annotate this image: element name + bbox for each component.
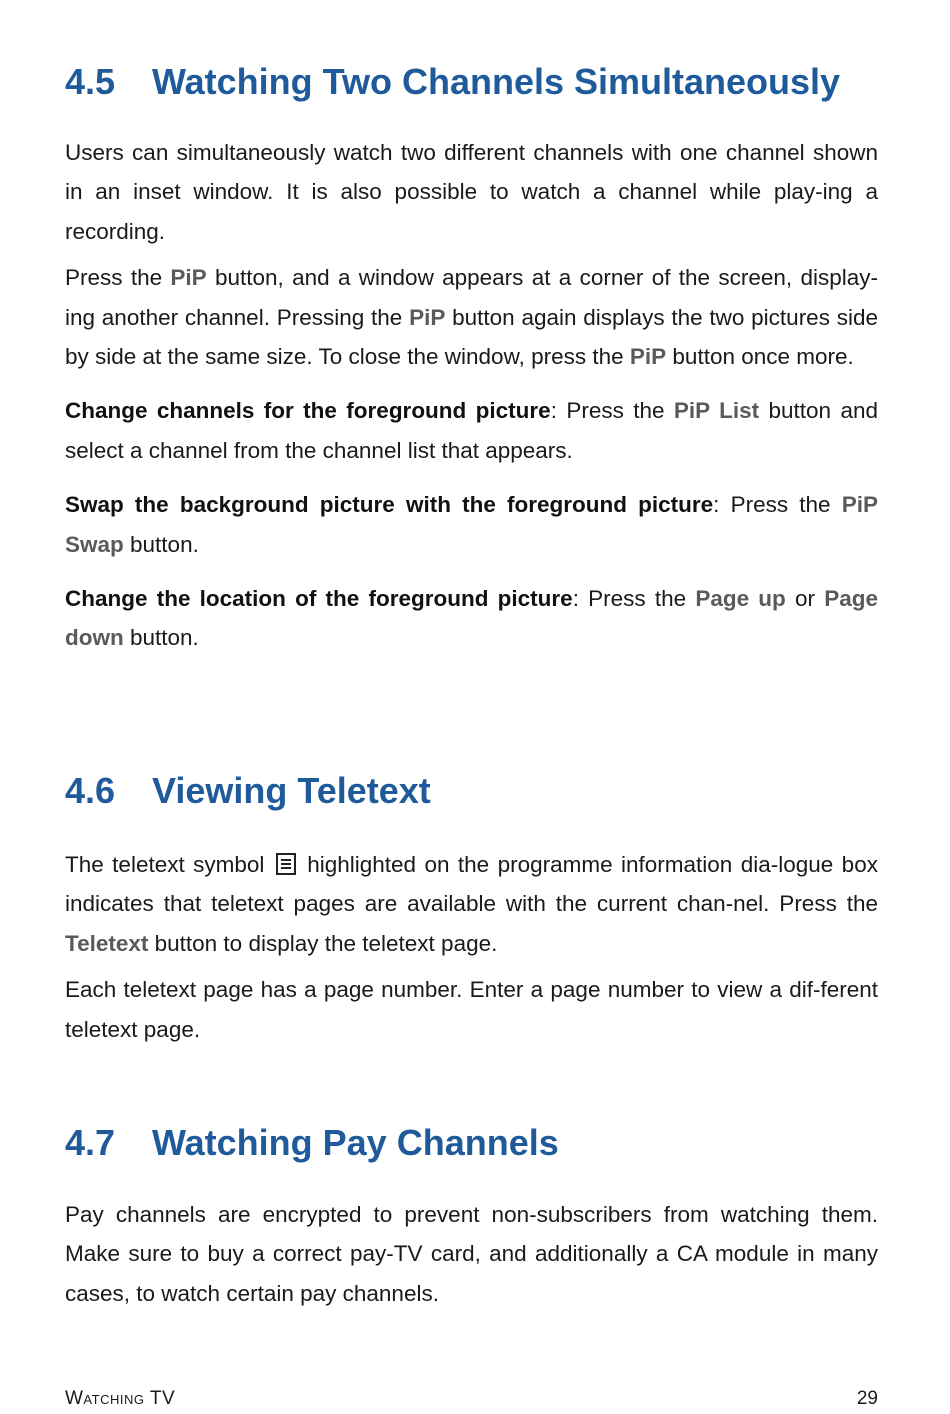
- section-heading: [65, 769, 878, 813]
- key-label-teletext: Teletext: [65, 930, 149, 956]
- page-footer: [65, 1388, 878, 1414]
- teletext-icon: [276, 853, 296, 875]
- section-heading: [65, 1121, 878, 1165]
- section-number: 4.7: [65, 1122, 116, 1163]
- key-label-pip: PiP: [409, 304, 446, 330]
- page-number: 29: [856, 1388, 878, 1409]
- text-run: button.: [123, 625, 199, 651]
- section-4-7: [65, 1121, 878, 1313]
- paragraph: Each teletext page has a page number. Enter a page number to view a dif-ferent teletext page.: [65, 977, 878, 1042]
- text-run: button again displays the two pictures side by side at the same size. To close the window, press the: [65, 304, 878, 370]
- footer-chapter-title: Watching TV: [65, 1388, 176, 1409]
- text-run: The teletext symbol: [65, 852, 265, 877]
- section-title: Viewing Teletext: [152, 770, 431, 811]
- text-run: button once more.: [666, 344, 854, 370]
- text-run: : Press the: [572, 586, 696, 612]
- lead-phrase: Change the location of the foreground picture: [65, 586, 573, 612]
- section-heading: [65, 60, 878, 104]
- text-run: or: [785, 586, 825, 612]
- key-label-page-up: Page up: [695, 586, 786, 612]
- paragraph: Pay channels are encrypted to prevent non-subscribers from watching them. Make sure to buy a correct pay-TV card, and additionally a CA module in many cases, to watch certain pay channels.: [65, 1202, 878, 1306]
- section-title: Watching Pay Channels: [152, 1122, 559, 1163]
- text-run: button to display the teletext page.: [148, 930, 498, 956]
- paragraph: [65, 391, 878, 470]
- key-label-pip: PiP: [629, 344, 667, 370]
- text-run: button and select a channel from the channel list that appears.: [65, 398, 878, 463]
- paragraph: [65, 258, 878, 376]
- text-run: highlighted on the programme information dia-logue box indicates that teletext pages are available with the current chan-nel. Press the: [65, 852, 878, 917]
- paragraph: Users can simultaneously watch two different channels with one channel shown in an inset window. It is also possible to watch a channel while play-ing a recording.: [65, 140, 878, 244]
- key-label-pip: PiP: [170, 265, 207, 291]
- lead-phrase: Swap the background picture with the foreground picture: [65, 492, 714, 518]
- text-run: button.: [123, 531, 199, 557]
- paragraph: [65, 579, 878, 658]
- section-title: Watching Two Channels Simultaneously: [152, 61, 841, 102]
- text-run: button, and a window appears at a corner of the screen, display-ing another channel. Pressing the: [65, 265, 878, 330]
- lead-phrase: Change channels for the foreground picture: [65, 398, 551, 424]
- paragraph: [65, 845, 878, 963]
- section-4-5: [65, 60, 878, 658]
- section-number: 4.5: [65, 61, 116, 102]
- section-4-6: [65, 769, 878, 1049]
- key-label-pip-swap: PiP Swap: [65, 492, 878, 557]
- paragraph: [65, 485, 878, 564]
- section-number: 4.6: [65, 770, 116, 811]
- text-run: : Press the: [713, 492, 842, 518]
- text-run: Press the: [65, 265, 171, 291]
- key-label-pip-list: PiP List: [673, 398, 760, 424]
- key-label-page-down: Page down: [65, 586, 878, 651]
- text-run: : Press the: [550, 398, 674, 424]
